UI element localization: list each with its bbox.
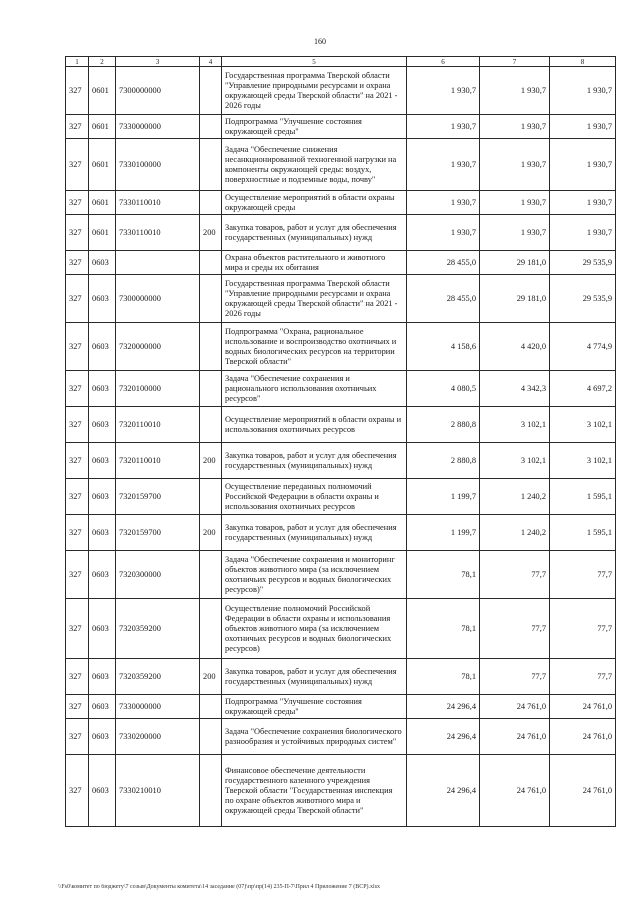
section-code-cell: 0603 (89, 275, 116, 323)
section-code-cell: 0603 (89, 719, 116, 755)
target-article-cell: 7320000000 (116, 323, 200, 371)
section-code-cell: 0603 (89, 407, 116, 443)
section-code-cell: 0603 (89, 371, 116, 407)
target-article-cell: 7330100000 (116, 139, 200, 191)
target-article-cell: 7330210010 (116, 755, 200, 827)
target-article-cell: 7320159700 (116, 479, 200, 515)
amount-col7-cell: 1 930,7 (480, 215, 550, 251)
amount-col8-cell: 3 102,1 (550, 407, 616, 443)
group-code-cell: 327 (66, 407, 89, 443)
table-row (66, 755, 616, 827)
item-name-cell: Государственная программа Тверской области "Управление природными ресурсами и охрана окружающей среды Тверской области" на 2021 - 2026 годы (222, 67, 407, 115)
item-name-cell: Государственная программа Тверской области "Управление природными ресурсами и охрана окружающей среды Тверской области" на 2021 - 2026 годы (222, 275, 407, 323)
group-code-cell: 327 (66, 551, 89, 599)
group-code-cell: 327 (66, 659, 89, 695)
table-row (66, 251, 616, 275)
expense-type-cell (200, 407, 222, 443)
target-article-cell: 7320359200 (116, 659, 200, 695)
item-name-cell: Задача "Обеспечение сохранения биологического разнообразия и устойчивых природных систем" (222, 719, 407, 755)
table-row (66, 139, 616, 191)
target-article-cell: 7320100000 (116, 371, 200, 407)
item-name-cell: Закупка товаров, работ и услуг для обеспечения государственных (муниципальных) нужд (222, 443, 407, 479)
table-header-row (66, 57, 616, 67)
amount-col6-cell: 24 296,4 (407, 755, 480, 827)
target-article-cell: 7330110010 (116, 215, 200, 251)
table-body (66, 57, 616, 827)
target-article-cell: 7320300000 (116, 551, 200, 599)
section-code-cell: 0603 (89, 695, 116, 719)
header-cell: 5 (222, 57, 407, 67)
group-code-cell: 327 (66, 251, 89, 275)
amount-col6-cell: 78,1 (407, 599, 480, 659)
table-row (66, 515, 616, 551)
section-code-cell: 0603 (89, 551, 116, 599)
item-name-cell: Финансовое обеспечение деятельности государственного казенного учреждения Тверской области "Государственная инспекция по охране объектов животного мира и окружающей среды Тверской области" (222, 755, 407, 827)
amount-col8-cell: 3 102,1 (550, 443, 616, 479)
amount-col7-cell: 4 420,0 (480, 323, 550, 371)
amount-col7-cell: 1 930,7 (480, 191, 550, 215)
expense-type-cell (200, 115, 222, 139)
item-name-cell: Осуществление мероприятий в области охраны окружающей среды (222, 191, 407, 215)
amount-col7-cell: 29 181,0 (480, 275, 550, 323)
amount-col7-cell: 29 181,0 (480, 251, 550, 275)
amount-col6-cell: 78,1 (407, 659, 480, 695)
expense-type-cell: 200 (200, 515, 222, 551)
target-article-cell: 7320159700 (116, 515, 200, 551)
budget-table (65, 56, 616, 827)
section-code-cell: 0601 (89, 139, 116, 191)
amount-col6-cell: 1 930,7 (407, 139, 480, 191)
section-code-cell: 0601 (89, 115, 116, 139)
table-row (66, 115, 616, 139)
table-row (66, 191, 616, 215)
amount-col8-cell: 1 595,1 (550, 515, 616, 551)
expense-type-cell (200, 755, 222, 827)
target-article-cell: 7330000000 (116, 695, 200, 719)
amount-col6-cell: 4 080,5 (407, 371, 480, 407)
group-code-cell: 327 (66, 139, 89, 191)
header-cell: 8 (550, 57, 616, 67)
amount-col6-cell: 78,1 (407, 551, 480, 599)
item-name-cell: Закупка товаров, работ и услуг для обеспечения государственных (муниципальных) нужд (222, 515, 407, 551)
section-code-cell: 0601 (89, 191, 116, 215)
table-row (66, 659, 616, 695)
amount-col7-cell: 1 930,7 (480, 115, 550, 139)
target-article-cell: 7300000000 (116, 275, 200, 323)
amount-col8-cell: 1 930,7 (550, 191, 616, 215)
item-name-cell: Задача "Обеспечение снижения несанкционированной техногенной нагрузки на компоненты окружающей среды: воздух, поверхностные и подземные воды, почву" (222, 139, 407, 191)
amount-col7-cell: 4 342,3 (480, 371, 550, 407)
expense-type-cell (200, 275, 222, 323)
expense-type-cell: 200 (200, 215, 222, 251)
amount-col7-cell: 77,7 (480, 551, 550, 599)
item-name-cell: Задача "Обеспечение сохранения и рационального использования охотничьих ресурсов" (222, 371, 407, 407)
amount-col6-cell: 1 930,7 (407, 115, 480, 139)
expense-type-cell (200, 479, 222, 515)
amount-col7-cell: 77,7 (480, 659, 550, 695)
group-code-cell: 327 (66, 115, 89, 139)
amount-col7-cell: 24 761,0 (480, 719, 550, 755)
target-article-cell: 7330000000 (116, 115, 200, 139)
target-article-cell: 7330110010 (116, 191, 200, 215)
header-cell: 3 (116, 57, 200, 67)
group-code-cell: 327 (66, 479, 89, 515)
item-name-cell: Закупка товаров, работ и услуг для обеспечения государственных (муниципальных) нужд (222, 215, 407, 251)
item-name-cell: Подпрограмма "Охрана, рациональное использование и воспроизводство охотничьих и водных биологических ресурсов на территории Тверской области" (222, 323, 407, 371)
group-code-cell: 327 (66, 275, 89, 323)
section-code-cell: 0603 (89, 443, 116, 479)
header-cell: 2 (89, 57, 116, 67)
expense-type-cell (200, 323, 222, 371)
table-row (66, 215, 616, 251)
amount-col8-cell: 24 761,0 (550, 755, 616, 827)
amount-col6-cell: 28 455,0 (407, 275, 480, 323)
amount-col6-cell: 24 296,4 (407, 695, 480, 719)
amount-col8-cell: 24 761,0 (550, 719, 616, 755)
expense-type-cell (200, 67, 222, 115)
amount-col8-cell: 29 535,9 (550, 275, 616, 323)
item-name-cell: Подпрограмма "Улучшение состояния окружающей среды" (222, 695, 407, 719)
amount-col7-cell: 1 930,7 (480, 139, 550, 191)
group-code-cell: 327 (66, 323, 89, 371)
amount-col8-cell: 4 774,9 (550, 323, 616, 371)
table-row (66, 719, 616, 755)
item-name-cell: Охрана объектов растительного и животного мира и среды их обитания (222, 251, 407, 275)
expense-type-cell: 200 (200, 443, 222, 479)
table-row (66, 371, 616, 407)
amount-col6-cell: 1 930,7 (407, 67, 480, 115)
expense-type-cell (200, 191, 222, 215)
item-name-cell: Закупка товаров, работ и услуг для обеспечения государственных (муниципальных) нужд (222, 659, 407, 695)
section-code-cell: 0603 (89, 479, 116, 515)
group-code-cell: 327 (66, 719, 89, 755)
amount-col7-cell: 1 930,7 (480, 67, 550, 115)
amount-col8-cell: 1 930,7 (550, 67, 616, 115)
section-code-cell: 0603 (89, 599, 116, 659)
section-code-cell: 0603 (89, 515, 116, 551)
section-code-cell: 0603 (89, 659, 116, 695)
group-code-cell: 327 (66, 599, 89, 659)
table-row (66, 67, 616, 115)
group-code-cell: 327 (66, 695, 89, 719)
amount-col8-cell: 24 761,0 (550, 695, 616, 719)
amount-col7-cell: 24 761,0 (480, 695, 550, 719)
amount-col7-cell: 3 102,1 (480, 407, 550, 443)
group-code-cell: 327 (66, 755, 89, 827)
section-code-cell: 0601 (89, 215, 116, 251)
expense-type-cell: 200 (200, 659, 222, 695)
amount-col6-cell: 2 880,8 (407, 443, 480, 479)
expense-type-cell (200, 251, 222, 275)
target-article-cell: 7300000000 (116, 67, 200, 115)
table-row (66, 599, 616, 659)
target-article-cell (116, 251, 200, 275)
amount-col8-cell: 1 595,1 (550, 479, 616, 515)
amount-col6-cell: 1 930,7 (407, 191, 480, 215)
expense-type-cell (200, 371, 222, 407)
item-name-cell: Задача "Обеспечение сохранения и мониторинг объектов животного мира (за исключением охотничьих ресурсов и водных биологических ресурсов)" (222, 551, 407, 599)
table-row (66, 275, 616, 323)
amount-col8-cell: 29 535,9 (550, 251, 616, 275)
page-number: 160 (314, 37, 326, 46)
amount-col8-cell: 1 930,7 (550, 215, 616, 251)
amount-col8-cell: 4 697,2 (550, 371, 616, 407)
header-cell: 4 (200, 57, 222, 67)
table-row (66, 407, 616, 443)
section-code-cell: 0601 (89, 67, 116, 115)
table-row (66, 479, 616, 515)
amount-col6-cell: 1 199,7 (407, 479, 480, 515)
amount-col6-cell: 1 930,7 (407, 215, 480, 251)
amount-col8-cell: 77,7 (550, 599, 616, 659)
amount-col8-cell: 1 930,7 (550, 115, 616, 139)
amount-col6-cell: 4 158,6 (407, 323, 480, 371)
amount-col7-cell: 77,7 (480, 599, 550, 659)
header-cell: 6 (407, 57, 480, 67)
amount-col6-cell: 28 455,0 (407, 251, 480, 275)
expense-type-cell (200, 719, 222, 755)
target-article-cell: 7320110010 (116, 443, 200, 479)
group-code-cell: 327 (66, 215, 89, 251)
group-code-cell: 327 (66, 67, 89, 115)
item-name-cell: Осуществление мероприятий в области охраны и использования охотничьих ресурсов (222, 407, 407, 443)
amount-col7-cell: 3 102,1 (480, 443, 550, 479)
amount-col8-cell: 77,7 (550, 551, 616, 599)
expense-type-cell (200, 139, 222, 191)
target-article-cell: 7320359200 (116, 599, 200, 659)
header-cell: 7 (480, 57, 550, 67)
section-code-cell: 0603 (89, 251, 116, 275)
amount-col8-cell: 1 930,7 (550, 139, 616, 191)
expense-type-cell (200, 599, 222, 659)
item-name-cell: Осуществление полномочий Российской Федерации в области охраны и использования объектов животного мира (за исключением охотничьих ресурсов и водных биологических ресурсов) (222, 599, 407, 659)
amount-col7-cell: 24 761,0 (480, 755, 550, 827)
amount-col6-cell: 24 296,4 (407, 719, 480, 755)
item-name-cell: Осуществление переданных полномочий Российской Федерации в области охраны и использования охотничьих ресурсов (222, 479, 407, 515)
expense-type-cell (200, 551, 222, 599)
target-article-cell: 7320110010 (116, 407, 200, 443)
item-name-cell: Подпрограмма "Улучшение состояния окружающей среды" (222, 115, 407, 139)
group-code-cell: 327 (66, 191, 89, 215)
group-code-cell: 327 (66, 515, 89, 551)
table-row (66, 443, 616, 479)
amount-col6-cell: 2 880,8 (407, 407, 480, 443)
expense-type-cell (200, 695, 222, 719)
header-cell: 1 (66, 57, 89, 67)
target-article-cell: 7330200000 (116, 719, 200, 755)
group-code-cell: 327 (66, 443, 89, 479)
amount-col7-cell: 1 240,2 (480, 479, 550, 515)
table-row (66, 323, 616, 371)
amount-col8-cell: 77,7 (550, 659, 616, 695)
table-row (66, 695, 616, 719)
amount-col6-cell: 1 199,7 (407, 515, 480, 551)
group-code-cell: 327 (66, 371, 89, 407)
table-row (66, 551, 616, 599)
section-code-cell: 0603 (89, 323, 116, 371)
file-path-footer: \\Fs0\комитет по бюджету\7 созыв\Документы комитета\14 заседание (07)\пр\пр(14) 235-П-7\Прил 4 Приложение 7 (ВСР).xlsx (58, 884, 381, 890)
section-code-cell: 0603 (89, 755, 116, 827)
amount-col7-cell: 1 240,2 (480, 515, 550, 551)
